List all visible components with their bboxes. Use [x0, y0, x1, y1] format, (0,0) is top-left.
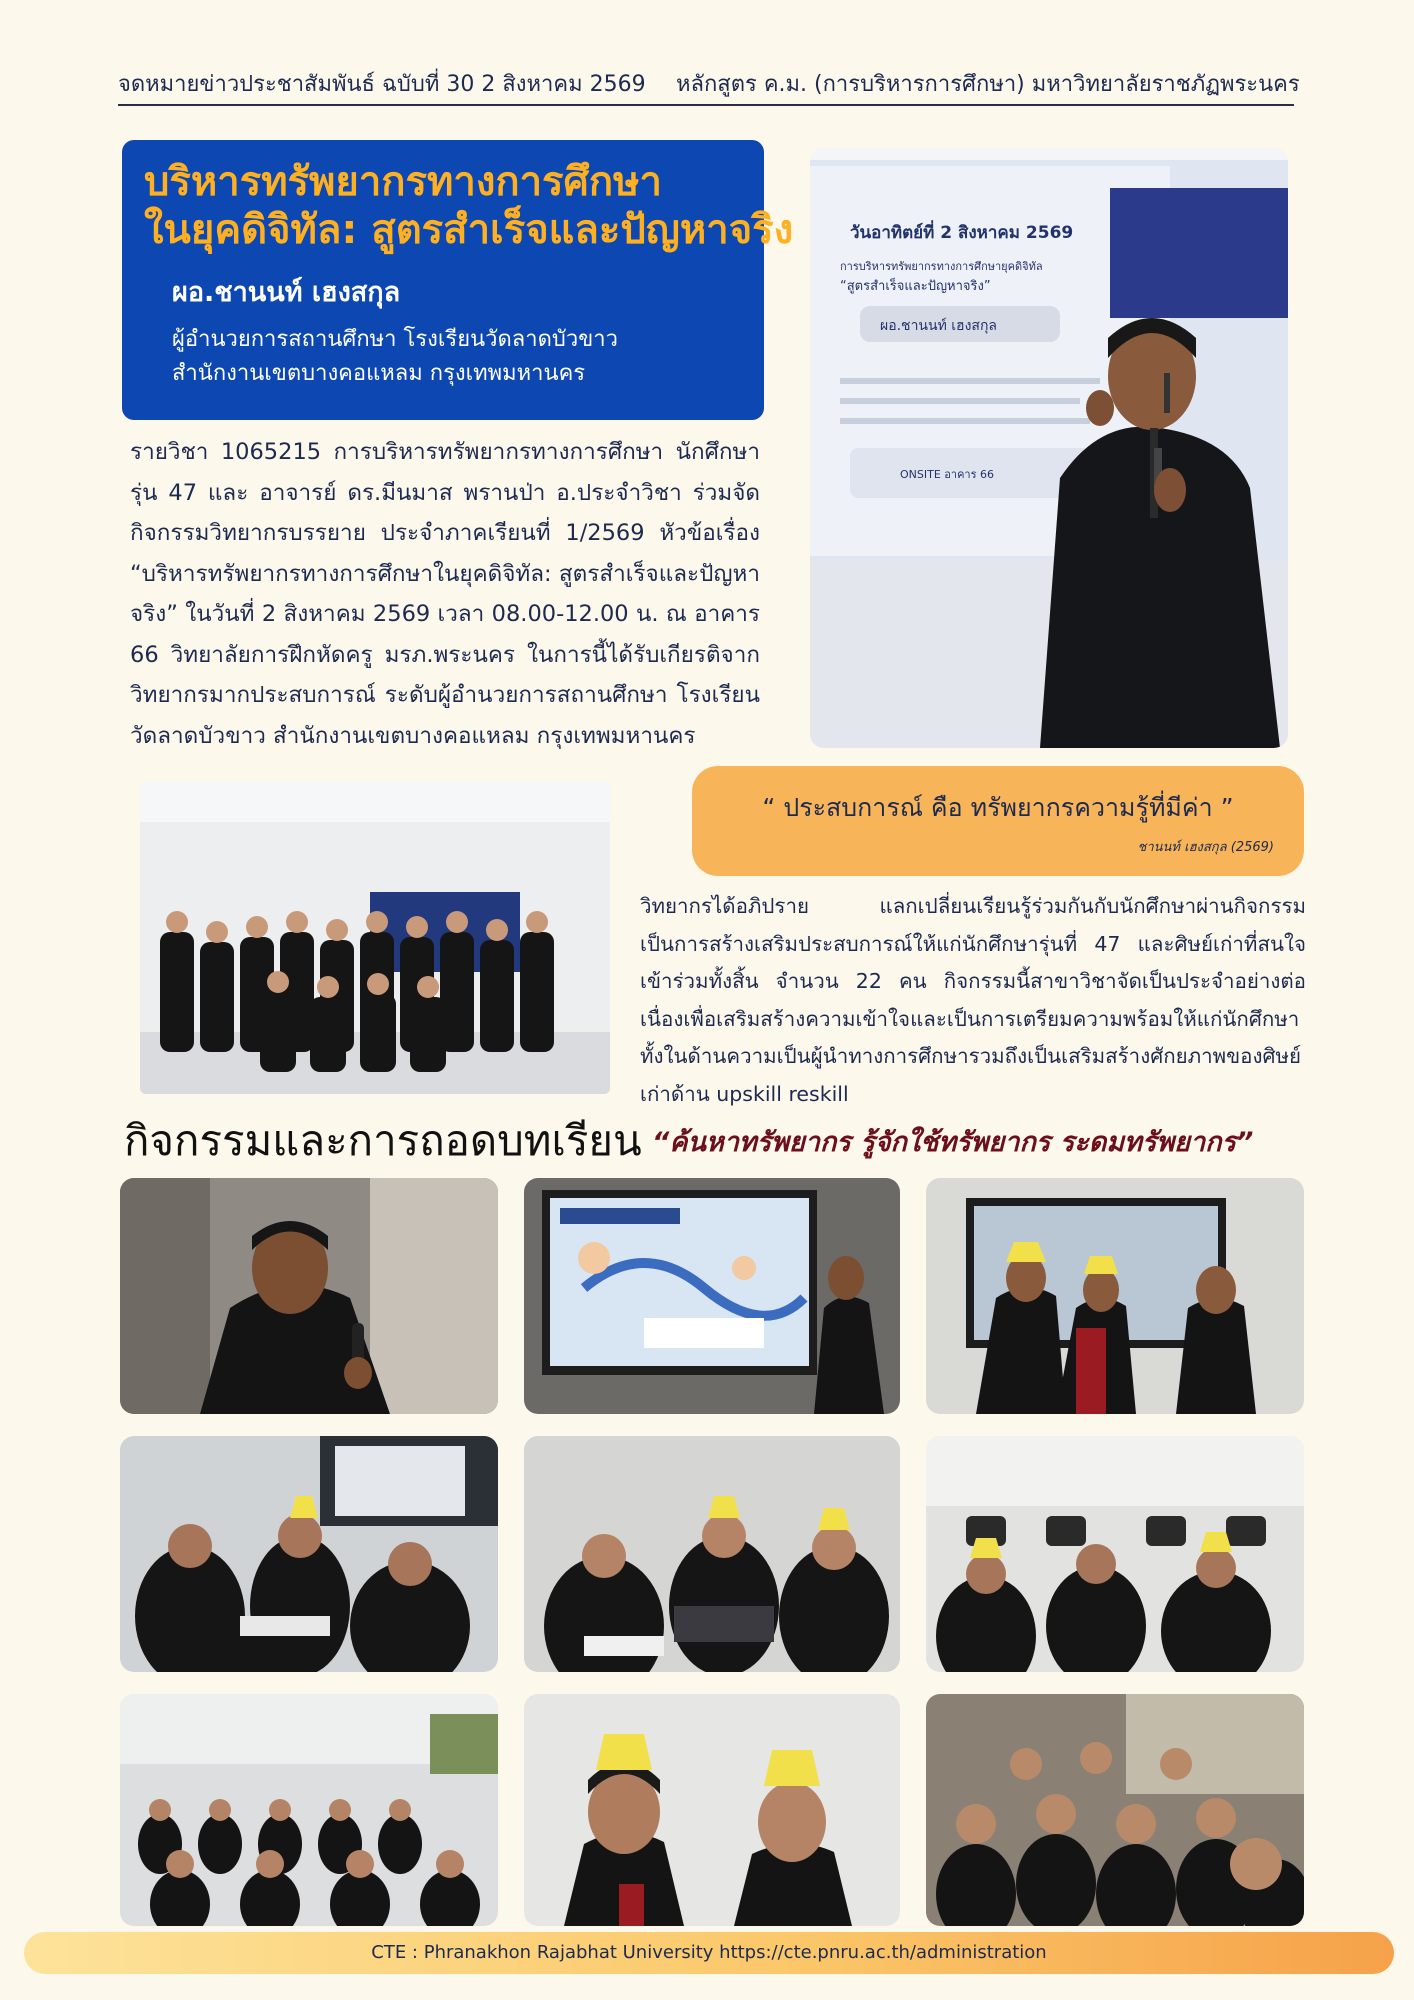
activity-photo-selfie [926, 1694, 1304, 1926]
footer-bar [24, 1932, 1394, 1974]
activity-photo-group-discussion-3 [926, 1436, 1304, 1672]
program-name: หลักสูตร ค.ม. (การบริหารการศึกษา) มหาวิทยาลัยราชภัฏพระนคร [676, 72, 1300, 97]
header-divider [118, 104, 1294, 106]
quote-author: ชานนท์ เฮงสกุล (2569) [1137, 840, 1274, 855]
activity-photo-speaker [120, 1178, 498, 1414]
title-box [122, 140, 794, 420]
activity-photo-hats [926, 1178, 1304, 1414]
activity-photo-group-discussion-1 [120, 1436, 498, 1672]
newsletter-issue: จดหมายข่าวประชาสัมพันธ์ ฉบับที่ 30 2 สิงหาคม 2569 [118, 72, 646, 97]
section-slogan: “ค้นหาทรัพยากร รู้จักใช้ทรัพยากร ระดมทรัพยากร” [652, 1127, 1254, 1158]
slide-venue: ONSITE อาคาร 66 [900, 468, 994, 481]
title-line-2: ในยุคดิจิทัล: สูตรสำเร็จและปัญหาจริง [144, 207, 794, 253]
speaker-name: ผอ.ชานนท์ เฮงสกุล [172, 277, 401, 308]
footer-text: CTE : Phranakhon Rajabhat University https://cte.pnru.ac.th/administration [371, 1942, 1047, 1963]
activity-photo-presentation [524, 1178, 900, 1414]
slide-topic-1: การบริหารทรัพยากรทางการศึกษายุคดิจิทัล [840, 260, 1043, 273]
discussion-paragraph: วิทยากรได้อภิปราย แลกเปลี่ยนเรียนรู้ร่วมกันกับนักศึกษาผ่านกิจกรรม เป็นการสร้างเสริมประสบการณ์ให้แก่นักศึกษารุ่นที่ 47 และศิษย์เก่าที่สนใจเข้าร่วมทั้งสิ้น จำนวน 22 คน กิจกรรมนี้สาขาวิชาจัดเป็นประจำอย่างต่อเนื่องเพื่อเสริมสร้างความเข้าใจและเป็นการเตรียมความพร้อมให้แก่นักศึกษาทั้งในด้านความเป็นผู้นำทางการศึกษารวมถึงเป็นเสริมสร้างศักยภาพของศิษย์เก่าด้าน upskill reskill [640, 894, 1306, 1106]
slide-speaker: ผอ.ชานนท์ เฮงสกุล [880, 318, 998, 334]
quote-box [692, 766, 1304, 876]
speaker-photo [810, 148, 1288, 748]
slide-date: วันอาทิตย์ที่ 2 สิงหาคม 2569 [850, 223, 1074, 243]
activity-photo-classroom [120, 1694, 498, 1926]
group-photo [140, 782, 610, 1094]
activity-photo-group-discussion-2 [524, 1436, 900, 1672]
quote-text: “ ประสบการณ์ คือ ทรัพยากรความรู้ที่มีค่า ” [762, 793, 1234, 822]
speaker-office: สำนักงานเขตบางคอแหลม กรุงเทพมหานคร [172, 361, 586, 386]
section-title: กิจกรรมและการถอดบทเรียน [124, 1116, 642, 1165]
intro-paragraph: รายวิชา 1065215 การบริหารทรัพยากรทางการศึกษา นักศึกษารุ่น 47 และ อาจารย์ ดร.มีนมาส พรานป่า อ.ประจำวิชา ร่วมจัดกิจกรรมวิทยากรบรรยาย ประจำภาคเรียนที่ 1/2569 หัวข้อเรื่อง “บริหารทรัพยากรทางการศึกษาในยุคดิจิทัล: สูตรสำเร็จและปัญหาจริง” ในวันที่ 2 สิงหาคม 2569 เวลา 08.00-12.00 น. ณ อาคาร 66 วิทยาลัยการฝึกหัดครู มรภ.พระนคร ในการนี้ได้รับเกียรติจากวิทยากรมากประสบการณ์ ระดับผู้อำนวยการสถานศึกษา โรงเรียนวัดลาดบัวขาว สำนักงานเขตบางคอแหลม กรุงเทพมหานคร [130, 439, 760, 749]
activity-photo-students-hats [524, 1694, 900, 1926]
slide-topic-2: “สูตรสำเร็จและปัญหาจริง” [840, 279, 991, 294]
title-line-1: บริหารทรัพยากรทางการศึกษา [144, 159, 662, 205]
speaker-position: ผู้อำนวยการสถานศึกษา โรงเรียนวัดลาดบัวขาว [172, 327, 618, 352]
